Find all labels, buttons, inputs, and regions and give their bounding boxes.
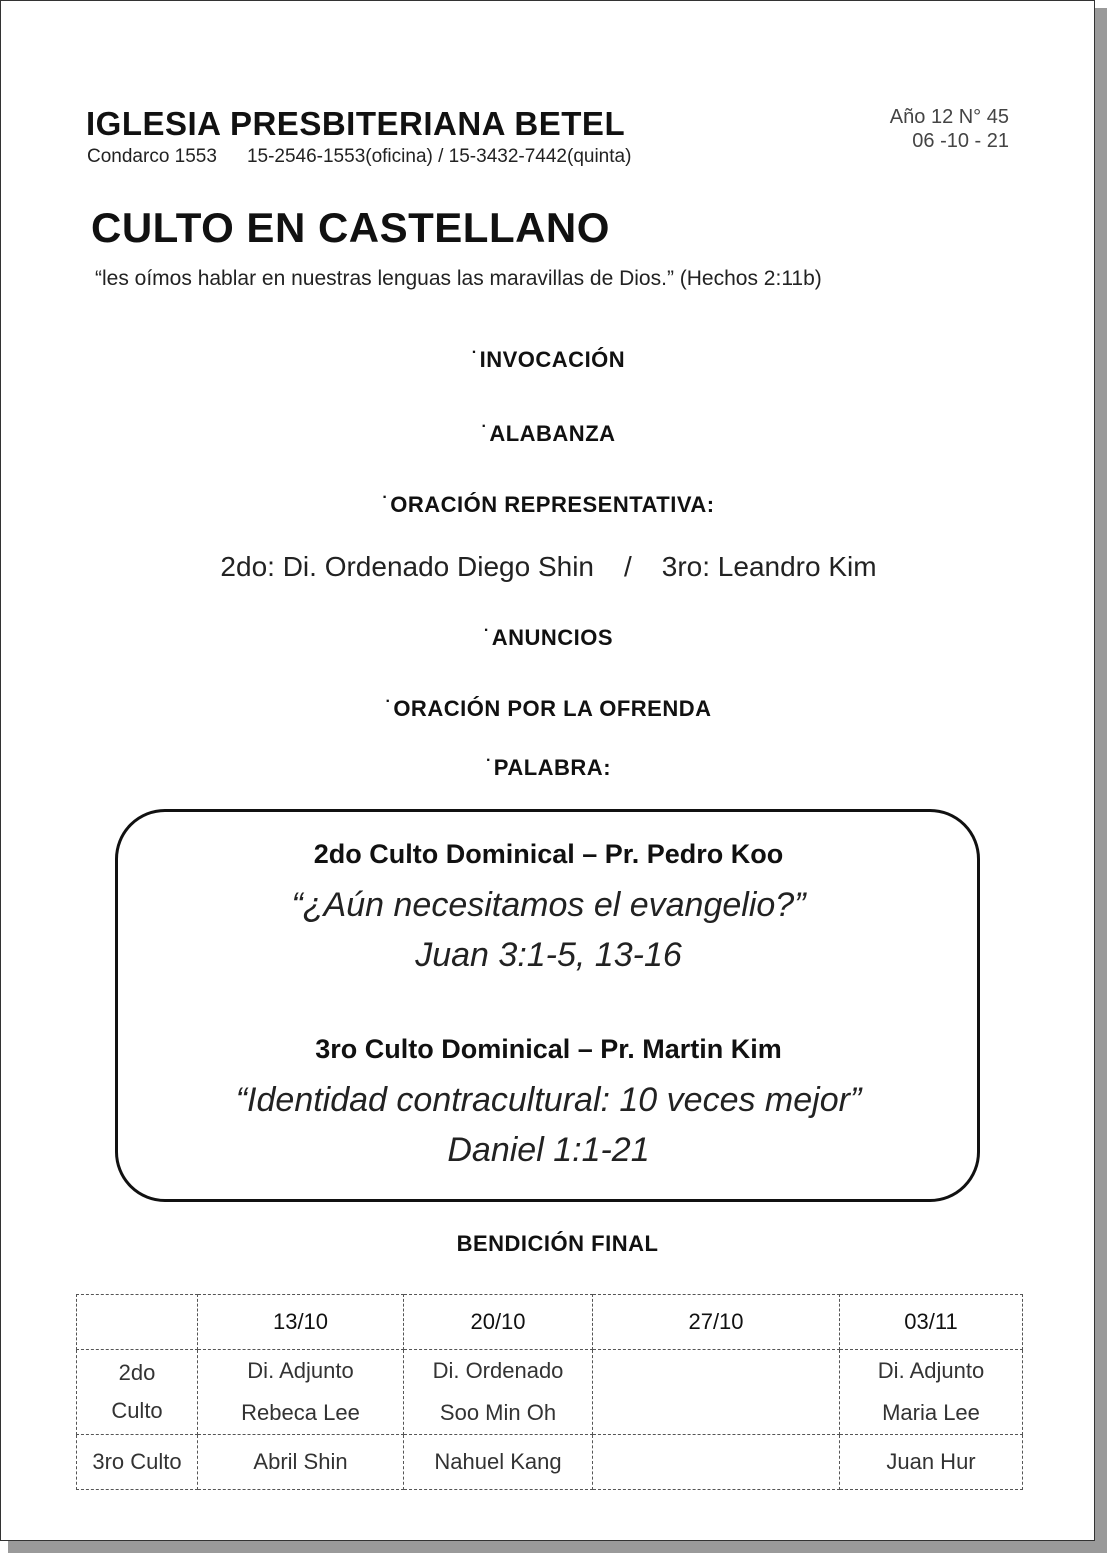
- section-final-blessing: BENDICIÓN FINAL: [456, 1231, 659, 1256]
- service-verse: “les oímos hablar en nuestras lenguas las maravillas de Dios.” (Hechos 2:11b): [95, 267, 822, 290]
- table-corner-cell: [77, 1295, 198, 1350]
- sermon-heading: 3ro Culto Dominical – Pr. Martin Kim: [315, 1034, 782, 1064]
- section-praise: [1, 418, 1096, 447]
- table-cell: [404, 1350, 593, 1435]
- section-label: ORACIÓN POR LA OFRENDA: [393, 696, 712, 721]
- church-address: [87, 146, 631, 168]
- table-cell: [840, 1350, 1023, 1435]
- cell-role: Di. Adjunto: [877, 1358, 985, 1383]
- church-street: Condarco 1553: [87, 146, 217, 167]
- table-cell: Juan Hur: [840, 1435, 1023, 1490]
- table-date-header: 13/10: [198, 1295, 404, 1350]
- page-shadow: [8, 1541, 1107, 1553]
- sermon-passage: Juan 3:1-5, 13-16: [415, 936, 682, 974]
- bullet: ·: [481, 418, 488, 435]
- cell-person: Rebeca Lee: [241, 1400, 360, 1425]
- bullet: ·: [385, 693, 392, 710]
- bullet: ·: [382, 489, 389, 506]
- section-label: ANUNCIOS: [491, 625, 614, 650]
- table-cell: Nahuel Kang: [404, 1435, 593, 1490]
- service-title: CULTO EN CASTELLANO: [91, 204, 610, 251]
- table-cell: Abril Shin: [198, 1435, 404, 1490]
- table-cell: [593, 1350, 840, 1435]
- section-label: INVOCACIÓN: [479, 347, 626, 372]
- issue-number: Año 12 N° 45: [889, 106, 1009, 128]
- sermon-title: “Identidad contracultural: 10 veces mejor”: [235, 1081, 862, 1119]
- issue-info: [869, 105, 1009, 153]
- section-word: [1, 752, 1096, 781]
- row-label-line: Culto: [111, 1398, 163, 1423]
- table-row: [77, 1435, 1023, 1490]
- section-prayer: [1, 489, 1096, 518]
- sermon-heading: 2do Culto Dominical – Pr. Pedro Koo: [313, 839, 784, 869]
- cell-person: Soo Min Oh: [439, 1400, 557, 1425]
- section-label: PALABRA:: [493, 755, 612, 780]
- church-name: IGLESIA PRESBITERIANA BETEL: [86, 105, 626, 142]
- row-label-line: 2do: [118, 1360, 156, 1385]
- bullet: ·: [485, 752, 492, 769]
- separator: /: [624, 551, 632, 582]
- section-announcements: [1, 622, 1096, 651]
- sermon-title: “¿Aún necesitamos el evangelio?”: [291, 886, 806, 924]
- table-cell: [593, 1435, 840, 1490]
- row-label: [77, 1350, 198, 1435]
- page-shadow: [1095, 8, 1107, 1546]
- bullet: ·: [483, 622, 490, 639]
- prayer-leaders: [1, 551, 1096, 583]
- table-row: [77, 1350, 1023, 1435]
- cell-role: Di. Ordenado: [432, 1358, 564, 1383]
- table-date-header: 20/10: [404, 1295, 593, 1350]
- section-label: ORACIÓN REPRESENTATIVA:: [390, 492, 715, 517]
- usher-roster-table: [76, 1294, 1023, 1490]
- bullet: ·: [471, 344, 478, 361]
- issue-date: 06 -10 - 21: [912, 130, 1009, 152]
- prayer-2do: 2do: Di. Ordenado Diego Shin: [220, 551, 594, 582]
- section-invocation: [1, 344, 1096, 373]
- cell-person: Maria Lee: [882, 1400, 980, 1425]
- table-date-header: 03/11: [840, 1295, 1023, 1350]
- section-offering: [1, 693, 1096, 722]
- row-label: 3ro Culto: [77, 1435, 198, 1490]
- church-phones: 15-2546-1553(oficina) / 15-3432-7442(quinta): [246, 146, 632, 167]
- table-header-row: [77, 1295, 1023, 1350]
- table-cell: [198, 1350, 404, 1435]
- section-label: ALABANZA: [489, 421, 616, 446]
- cell-role: Di. Adjunto: [247, 1358, 354, 1383]
- prayer-3ro: 3ro: Leandro Kim: [661, 551, 877, 582]
- sermon-passage: Daniel 1:1-21: [447, 1131, 650, 1169]
- table-date-header: 27/10: [593, 1295, 840, 1350]
